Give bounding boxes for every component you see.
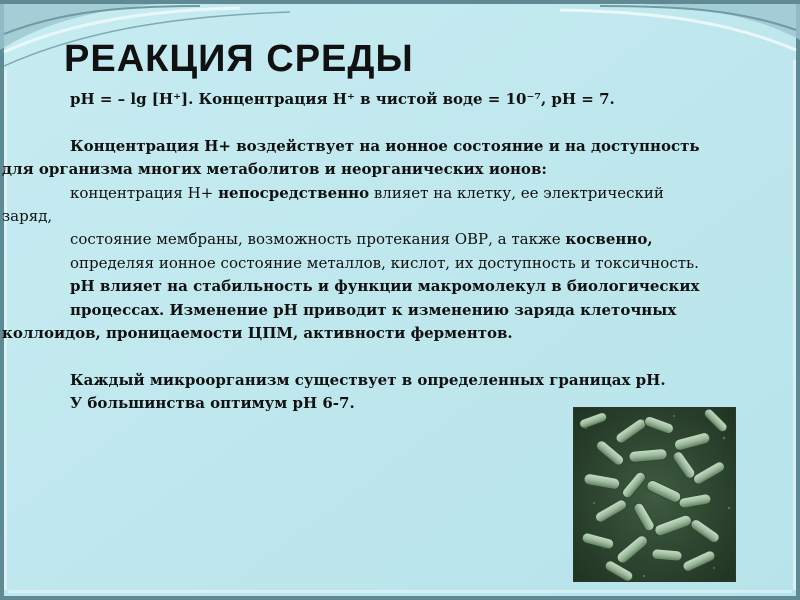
spacer [0, 111, 790, 134]
paragraph-3-line-1: рН влияет на стабильность и функции макромолекул в биологических [70, 277, 700, 296]
text-span: влияет на клетку, ее электрический [369, 183, 664, 202]
paragraph-3-line-3: коллоидов, проницаемости ЦПМ, активности ферментов. [2, 323, 513, 342]
paragraph-2-line-4: определяя ионное состояние металлов, кислот, их доступность и токсичность. [70, 253, 699, 272]
paragraph-2-line-3 [0, 228, 790, 251]
paragraph-2-line-2: заряд, [2, 206, 53, 225]
micrograph-drawing [574, 408, 736, 582]
slide-title: РЕАКЦИЯ СРЕДЫ [64, 38, 414, 80]
paragraph-4-line-2: У большинства оптимум рН 6-7. [70, 394, 355, 413]
text-span: концентрация Н+ [70, 183, 219, 202]
paragraph-1-line-2: для организма многих метаболитов и неорганических ионов: [2, 160, 547, 179]
slide-body [0, 88, 790, 415]
micrograph-bacteria [573, 407, 736, 582]
paragraph-2-line-1 [0, 182, 790, 205]
text-span: состояние мембраны, возможность протекания ОВР, а также [70, 230, 566, 249]
paragraph-1-line-1: Концентрация Н+ воздействует на ионное состояние и на доступность [70, 136, 700, 155]
paragraph-3-line-2: процессах. Изменение рН приводит к изменению заряда клеточных [70, 300, 677, 319]
emphasis-indirect: косвенно, [565, 230, 653, 249]
ph-formula-line: рН = – lg [H⁺]. Концентрация H⁺ в чистой воде = 10⁻⁷, рН = 7. [70, 90, 615, 108]
spacer [0, 345, 790, 368]
emphasis-direct: непосредственно [218, 183, 370, 202]
paragraph-4-line-1: Каждый микроорганизм существует в определенных границах рН. [70, 370, 666, 389]
